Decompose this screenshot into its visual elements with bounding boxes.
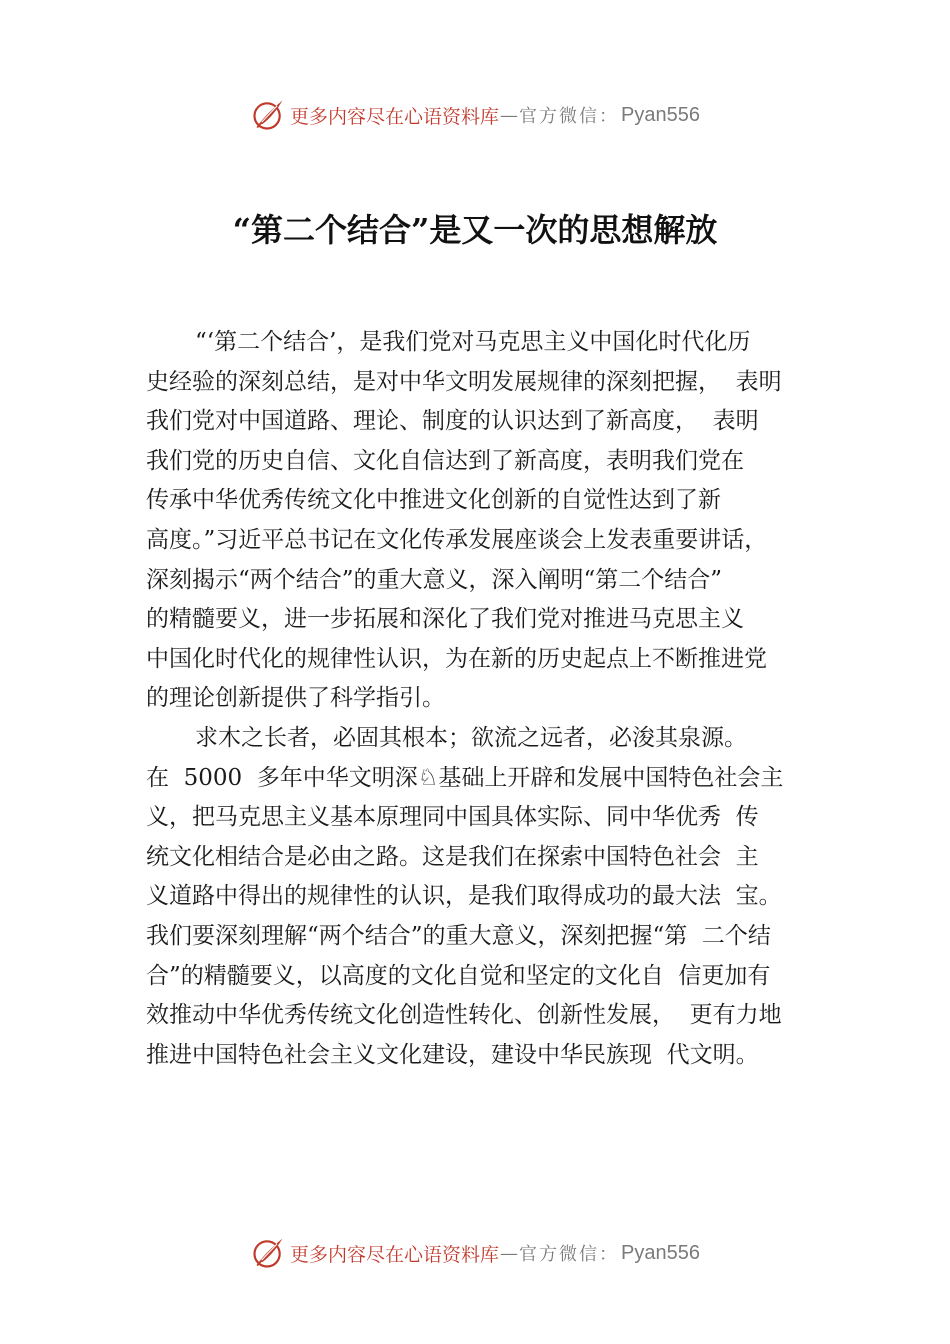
banner-brand-text: 更多内容尽在心语资料库 xyxy=(290,1243,500,1266)
paragraph-line: 我们党的历史自信、文化自信达到了新高度，表明我们党在 xyxy=(146,447,744,474)
banner-wechat-id: Pyan556 xyxy=(621,103,700,126)
header-banner xyxy=(0,95,950,135)
banner-separator: — xyxy=(500,1242,519,1264)
paragraph-line: “‘第二个结合’，是我们党对马克思主义中国化时代化历 xyxy=(195,329,751,355)
paragraph-line: 的精髓要义，进一步拓展和深化了我们党对推进马克思主义 xyxy=(146,606,744,633)
paragraph-line: 深刻揭示“两个结合”的重大意义，深入阐明“第二个结合” xyxy=(146,566,723,593)
document-title: “第二个结合”是又一次的思想解放 xyxy=(232,211,718,249)
banner-wechat-id: Pyan556 xyxy=(621,1241,700,1264)
paragraph-line: 合”的精髓要义，以高度的文化自觉和坚定的文化自 信更加有 xyxy=(146,962,771,989)
document-body xyxy=(146,323,836,1075)
banner-wechat-label: 官方微信： xyxy=(519,1244,620,1265)
quill-pen-logo-icon xyxy=(250,97,286,133)
paragraph-line: 统文化相结合是必由之路。这是我们在探索中国特色社会 主 xyxy=(146,843,759,870)
banner-separator: — xyxy=(500,104,519,126)
paragraph-line: 推进中国特色社会主义文化建设，建设中华民族现 代文明。 xyxy=(146,1041,759,1068)
banner-wechat-label: 官方微信： xyxy=(519,106,620,127)
paragraph-2 xyxy=(146,719,836,1075)
paragraph-line: 的理论创新提供了科学指引。 xyxy=(146,685,445,712)
paragraph-line: 效推动中华优秀传统文化创造性转化、创新性发展， 更有力地 xyxy=(146,1002,782,1029)
paragraph-line: 中国化时代化的规律性认识，为在新的历史起点上不断推进党 xyxy=(146,645,767,672)
footer-banner xyxy=(0,1233,950,1273)
paragraph-line: 求木之长者，必固其根本；欲流之远者，必浚其泉源。 xyxy=(195,724,747,751)
paragraph-line: 义，把马克思主义基本原理同中国具体实际、同中华优秀 传 xyxy=(146,804,759,831)
paragraph-line: 史经验的深刻总结，是对中华文明发展规律的深刻把握， 表明 xyxy=(146,368,782,395)
quill-pen-logo-icon xyxy=(250,1235,286,1271)
banner-brand-text: 更多内容尽在心语资料库 xyxy=(290,105,500,128)
paragraph-line: 传承中华优秀传统文化中推进文化创新的自觉性达到了新 xyxy=(146,487,721,514)
paragraph-1 xyxy=(146,323,836,719)
paragraph-line: 高度。”习近平总书记在文化传承发展座谈会上发表重要讲话， xyxy=(146,526,768,553)
paragraph-line: 义道路中得出的规律性的认识，是我们取得成功的最大法 宝。 xyxy=(146,883,782,910)
paragraph-line: 我们要深刻理解“两个结合”的重大意义，深刻把握“第 二个结 xyxy=(146,922,771,949)
paragraph-line: 在 5000 多年中华文明深♘基础上开辟和发展中国特色社会主 xyxy=(146,764,784,791)
paragraph-line: 我们党对中国道路、理论、制度的认识达到了新高度， 表明 xyxy=(146,408,759,435)
